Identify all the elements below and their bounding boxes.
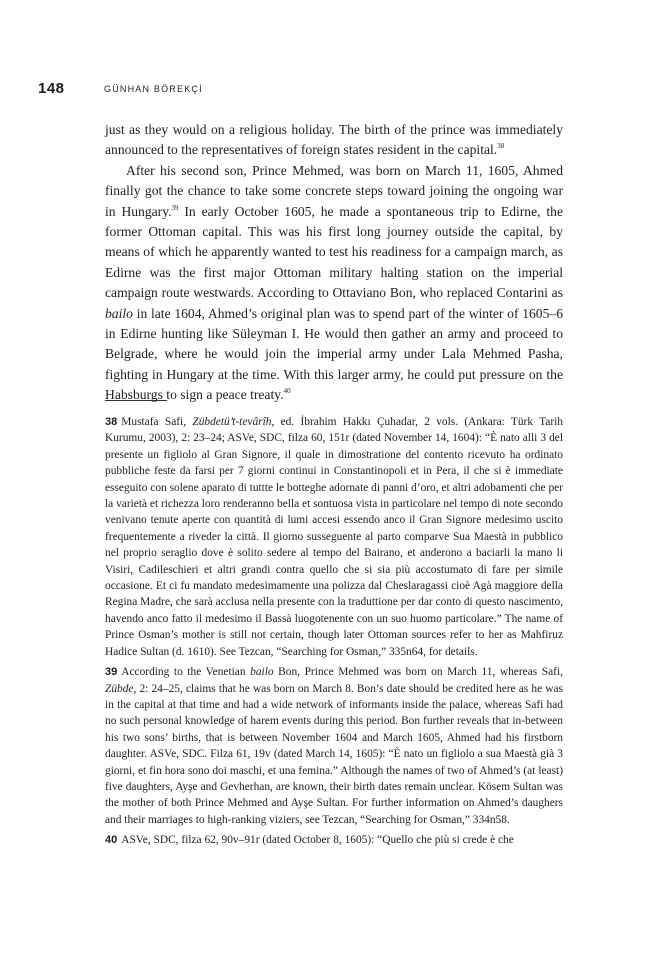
page-header [38,80,568,100]
running-head: GÜNHAN BÖREKÇİ [104,84,203,94]
italic-term: bailo [250,666,274,679]
paragraph-text: After his second son, Prince Mehmed, was born on March 11, 1605, Ahmed finally got the chance to take some concrete steps toward joining the ongoing war in Hungary. [105,162,563,219]
footnote-text: ASVe, SDC, filza 62, 90v–91r (dated October 8, 1605): “Quello che più si crede è che [121,834,514,847]
footnote-text: Bon, Prince Mehmed was born on March 11, whereas Safi, [273,666,563,679]
paragraph-text: In early October 1605, he made a spontaneous trip to Edirne, the former Ottoman capital. This was his first long journey outside the capital, by means of which he apparently wanted to test his readiness for a campaign march, as Edirne was the first major Ottoman military halting station on the imperial campaign route westwards. According to Ottaviano Bon, who replaced Contarini as [105,203,563,301]
italic-title: Zübde [105,682,134,695]
body-paragraph [105,120,563,161]
footnote-text: According to the Venetian [121,666,251,679]
footnote-38 [105,414,563,660]
footnote-separator [105,400,167,401]
footnote-ref[interactable]: 38 [497,142,505,151]
footnote-text: , ed. İbrahim Hakkı Çuhadar, 2 vols. (Ankara: Türk Tarih Kurumu, 2003), 2: 23–24; ASVe, SDC, filza 60, 151r (dated November 14, 1604): “È nato alli 3 del presente un figliolo al Gran Signore, il quale in dimostratione del contento ricevuto ha ordinato pubbliche feste da farsi per 7 giorni continui in Constantinopoli et in Pera, il che si è immediate esseguito con solene aparato di tuttte le botteghe adornate di panni d’oro, et altri adobamenti che per la varietà et richezza loro renderanno bella et sontuosa vista in particolare nel tempo di note secondo venivano tenute aperte con quantità di lumi accesi essendo anco il Gran Signore medesimo uscito frequentemente a riveder la città. Il giorno susseguente al parto comparve Sua Maestà in pubblico nel proprio seraglio dove è solito sedere al tempo del Bairano, et anderono a baciarli la mano li Visiri, Cadileschieri et altri grandi contra quello che si sia più accostumato di fare per simile occasione. Et ci fu mandato medesimamente una polizza dal Cheslaragassi cioè Agà maggiore della Regina Madre, che sarà acclusa nella presente con la traduttione per dar conto di questo nascimento, havendo anco fatto il medesimo il Bassà luogotenente con un suo huomo particolare.” The name of Prince Osman’s mother is still not certain, though later Ottoman sources refer to her as Mahfiruz Hadice Sultan (d. 1610). See Tezcan, “Searching for Osman,” 335n64, for details. [105,416,564,658]
footnote-text: , 2: 24–25, claims that he was born on March 8. Bon’s date should be credited here as he was in the capital at that time and had a wide network of informants inside the palace, whereas Safi had no such personal knowledge of harem events during this period. Bon further reveals that in-between his two sons’ births, that is between November 1604 and March 1605, Ahmed had his firstborn daughter. ASVe, SDC. Filza 61, 19v (dated March 14, 1605): “È nato un figliolo a sua Maestà già 3 giorni, et fin hora sono doi maschi, et una femina.” Although the names of two of Ahmed’s (at least) five daughters, Ayşe and Gevherhan, are known, their birth dates remain unclear. Kösem Sultan was the mother of both Prince Mehmed and Ayşe Sultan. For further information on Ahmed’s daughers and their marriages to high-ranking viziers, see Tezcan, “Searching for Osman,” 334n58. [105,682,563,826]
main-text [105,120,563,406]
footnote-40 [105,832,563,848]
footnote-text: Mustafa Safi, [121,416,193,428]
footnote-number: 40 [105,834,118,847]
paragraph-text: in late 1604, Ahmed’s original plan was to spend part of the winter of 1605–6 in Edirne hunting like Süleyman I. He would then gather an army and proceed to Belgrade, where he would join the imperial army under Lala Mehmed Pasha, fighting in Hungary at the time. With this larger army, he could put pressure on the Habsburgs to sign a peace treaty. [105,305,563,403]
footnote-number: 39 [105,666,118,679]
footnote-number: 38 [105,416,118,428]
italic-term: bailo [105,305,133,321]
body-paragraph [105,161,563,406]
footnote-ref[interactable]: 39 [171,203,179,212]
paragraph-text: just as they would on a religious holiday. The birth of the prince was immediately announced to the representatives of foreign states resident in the capital. [105,122,563,158]
footnote-39 [105,664,563,828]
italic-title: Zübdetü’t-tevârîh [192,416,272,428]
footnote-ref[interactable]: 40 [283,387,291,396]
page-number: 148 [38,80,65,97]
footnotes [105,414,563,853]
